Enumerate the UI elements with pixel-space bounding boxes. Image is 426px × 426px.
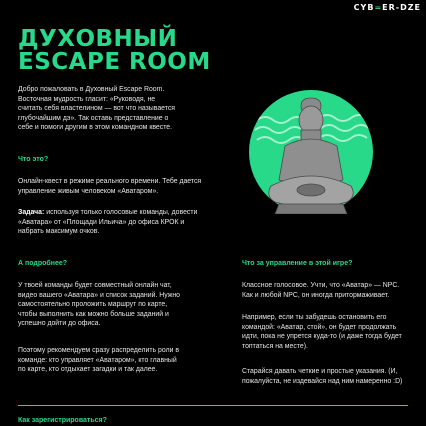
section-heading-register: Как зарегистрироваться? [18, 417, 107, 424]
section-heading-more: А подробнее? [18, 260, 68, 267]
brand-logo[interactable]: CYB=ER-DZE [353, 3, 421, 12]
intro-text: Добро пожаловать в Духовный Escape Room. Восточная мудрость гласит: «Руководя, не считать себя властелином — вот что называется глубочайшим дэ». Так оставь представление о себе и помоги другим в этом командном квесте. [18, 86, 176, 132]
control-paragraph-1: Классное голосовое. Учти, что «Аватар» — NPC. Как и любой NPC, он иногда притормаживает. [242, 282, 400, 299]
page-title [18, 28, 211, 74]
more-paragraph-2: Поэтому рекомендуем сразу распределить роли в команде: кто управляет «Аватаром», кто главный по карте, кто отдыхает загадки и так далее. [18, 347, 180, 374]
what-paragraph-1: Онлайн-квест в режиме реального времени. Тебе дается управление живым человеком «Аватаром». [18, 178, 202, 195]
title-line-2: ESCAPE ROOM [18, 49, 211, 75]
buddha-statue-icon [249, 90, 373, 214]
section-heading-what: Что это? [18, 156, 49, 163]
section-divider [18, 405, 408, 406]
section-heading-control: Что за управление в этой игре? [242, 260, 353, 267]
control-paragraph-3: Старайся давать четкие и простые указания. (И, пожалуйста, не издевайся над ним намеренно :D) [242, 368, 403, 385]
more-paragraph-1: У твоей команды будет совместный онлайн чат, видео вашего «Аватара» и список заданий. Нужно самостоятельно проложить маршрут по карте, чтобы выполнить как можно больше заданий и успешно дойти до офиса. [18, 282, 181, 328]
what-paragraph-task: Задача: используя только голосовые команды, довести «Аватара» от «Площади Ильича» до офиса КРОК и набрать максимум очков. [18, 209, 198, 236]
title-line-1: ДУХОВНЫЙ [18, 26, 178, 52]
control-paragraph-2: Например, если ты забудешь остановить его командой: «Аватар, стой», он будет продолжать идти, пока не упрется куда-то (и даже тогда будет топтаться на месте). [242, 314, 402, 350]
task-label: Задача: [18, 209, 45, 216]
